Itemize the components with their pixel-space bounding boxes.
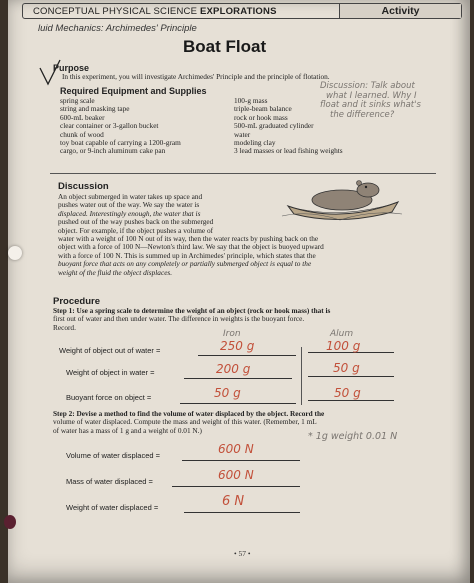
discussion-line: buoyant force that acts on any completely or partially submerged object is equal to the bbox=[58, 259, 312, 269]
row-label-weight-in: Weight of object in water = bbox=[66, 368, 155, 377]
answer-buoyant-force[interactable]: 50 g bbox=[214, 386, 241, 400]
step2-note: * 1g weight 0.01 N bbox=[308, 431, 398, 442]
discussion-line: pushed out of the way pushes back on the submerged bbox=[58, 217, 214, 227]
answer-weight-in[interactable]: 200 g bbox=[216, 362, 251, 376]
column-divider bbox=[301, 347, 302, 405]
answer-line bbox=[198, 355, 296, 356]
binder-hole bbox=[4, 515, 16, 529]
worksheet-page bbox=[8, 0, 470, 583]
equipment-item: 100-g mass bbox=[234, 96, 268, 105]
margin-note-line: what I learned. Why I bbox=[326, 90, 417, 101]
column-head-iron: Iron bbox=[223, 329, 241, 339]
step1-line: first out of water and then under water. The difference in weights is the buoyant force. bbox=[53, 314, 305, 324]
series-name: CONCEPTUAL PHYSICAL SCIENCE bbox=[33, 5, 198, 17]
equipment-list-left bbox=[60, 97, 181, 156]
answer-line bbox=[184, 512, 300, 513]
margin-note bbox=[320, 82, 421, 120]
equipment-item: 500-mL graduated cylinder bbox=[234, 121, 314, 131]
activity-tab: Activity bbox=[339, 4, 461, 18]
answer-line bbox=[308, 376, 394, 377]
row-label-buoyant-force: Buoyant force on object = bbox=[66, 393, 152, 402]
step2-line: of water has a mass of 1 g and a weight of 0.01 N.) bbox=[53, 425, 202, 435]
equipment-item: chunk of wood bbox=[60, 129, 104, 139]
answer-line bbox=[308, 400, 394, 401]
margin-note-line: float and it sinks what's bbox=[320, 100, 421, 110]
row-label-volume: Volume of water displaced = bbox=[66, 451, 161, 460]
answer-line bbox=[182, 460, 300, 461]
series-bold: EXPLORATIONS bbox=[199, 5, 277, 17]
margin-note-line: the difference? bbox=[330, 109, 395, 120]
equipment-item: spring scale bbox=[60, 96, 95, 105]
margin-note-line: Discussion: Talk about bbox=[320, 81, 415, 91]
equipment-heading: Required Equipment and Supplies bbox=[60, 86, 207, 96]
discussion-line: object. For example, if the object pushes a volume of bbox=[58, 225, 214, 235]
answer-weight-out[interactable]: 250 g bbox=[220, 339, 255, 353]
step1-line: Step 1: Use a spring scale to determine the weight of an object (rock or hook mass) that is bbox=[53, 306, 331, 315]
discussion-line: weight of the fluid the object displaces. bbox=[58, 267, 173, 277]
procedure-heading: Procedure bbox=[53, 296, 100, 307]
equipment-item: 3 lead masses or lead fishing weights bbox=[234, 146, 343, 156]
discussion-line: pushes water out of the way. We say the water is bbox=[58, 200, 200, 210]
equipment-item: string and masking tape bbox=[60, 104, 130, 114]
column-head-alum: Alum bbox=[330, 329, 354, 339]
answer-buoyant-force-alum[interactable]: 50 g bbox=[334, 386, 361, 400]
checkmark-icon bbox=[38, 58, 62, 88]
purpose-heading: Purpose bbox=[53, 63, 90, 73]
row-label-weight-out: Weight of object out of water = bbox=[59, 346, 161, 355]
discussion-heading: Discussion bbox=[58, 181, 109, 192]
discussion-line: An object submerged in water takes up space and bbox=[58, 192, 203, 201]
equipment-item: toy boat capable of carrying a 1200-gram bbox=[60, 138, 181, 148]
answer-weight-out-alum[interactable]: 100 g bbox=[326, 339, 361, 353]
equipment-item: water bbox=[234, 129, 251, 139]
discussion-line: object with a force of 100 N—Newton's third law. We say that the object is buoyed upward bbox=[58, 242, 324, 252]
page-number: • 57 • bbox=[234, 549, 251, 558]
answer-mass[interactable]: 600 N bbox=[218, 468, 254, 482]
row-label-weight: Weight of water displaced = bbox=[66, 503, 159, 512]
header-bar bbox=[22, 3, 462, 19]
binder-hole bbox=[8, 246, 22, 260]
equipment-item: clear container or 3-gallon bucket bbox=[60, 121, 159, 131]
series-title bbox=[23, 6, 339, 17]
chapter-title: luid Mechanics: Archimedes' Principle bbox=[38, 23, 197, 34]
discussion-text bbox=[58, 193, 428, 277]
step1-line: Record. bbox=[53, 322, 76, 332]
step2-line: volume of water displaced. Compute the mass and weight of this water. (Remember, 1 mL bbox=[53, 417, 317, 427]
answer-volume[interactable]: 600 N bbox=[218, 442, 254, 456]
answer-weight[interactable]: 6 N bbox=[222, 494, 245, 509]
answer-line bbox=[180, 403, 296, 404]
step1-text bbox=[53, 307, 433, 332]
answer-line bbox=[172, 486, 300, 487]
step2-line: Step 2: Devise a method to find the volume of water displaced by the object. Record the bbox=[53, 409, 325, 418]
equipment-item: rock or hook mass bbox=[234, 112, 288, 122]
row-label-mass: Mass of water displaced = bbox=[66, 477, 153, 486]
discussion-line: water with a weight of 100 N out of its way, then the water reacts by pushing back on the bbox=[58, 234, 319, 244]
equipment-item: cargo, or 9-inch aluminum cake pan bbox=[60, 146, 166, 156]
answer-line bbox=[184, 378, 292, 379]
equipment-item: triple-beam balance bbox=[234, 104, 292, 114]
section-divider bbox=[50, 173, 436, 174]
discussion-line: displaced. Interestingly enough, the water that is bbox=[58, 208, 201, 218]
equipment-item: modeling clay bbox=[234, 138, 276, 148]
purpose-text: In this experiment, you will investigate Archimedes' Principle and the principle of flotation. bbox=[62, 72, 330, 81]
discussion-line: with a force of 100 N. This is summed up in Archimedes' principle, which states that the bbox=[58, 250, 316, 260]
page-title: Boat Float bbox=[183, 37, 267, 56]
equipment-item: 600-mL beaker bbox=[60, 112, 105, 122]
answer-weight-in-alum[interactable]: 50 g bbox=[333, 361, 360, 375]
